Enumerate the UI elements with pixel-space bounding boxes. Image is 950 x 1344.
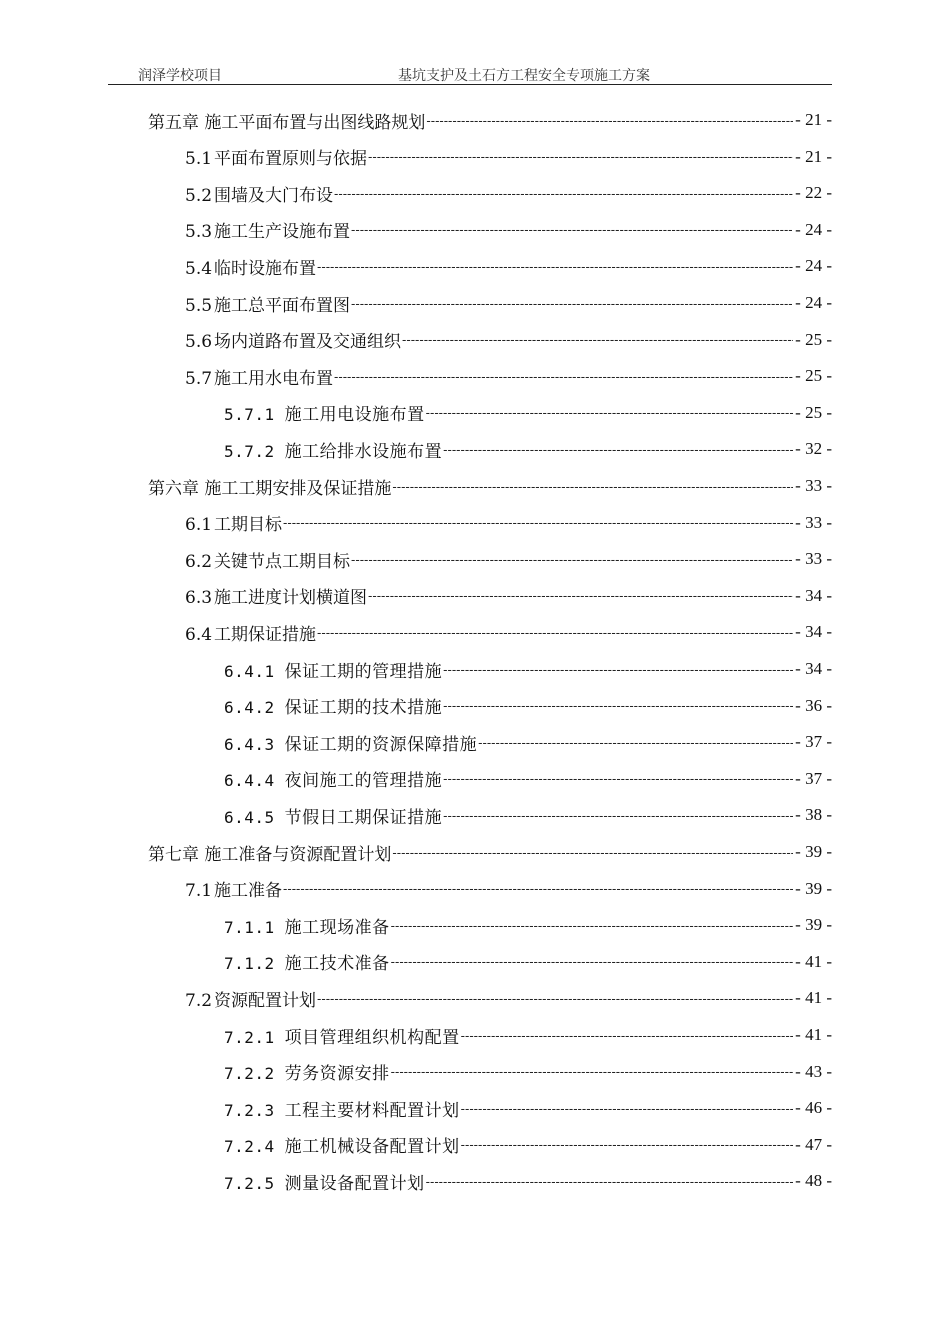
toc-page-number: - 39 - <box>795 878 832 898</box>
toc-dot-leader <box>351 296 793 311</box>
toc-entry-title <box>185 144 367 169</box>
toc-entry-text: 第七章 施工准备与资源配置计划 <box>148 844 392 865</box>
toc-entry[interactable] <box>224 395 832 431</box>
toc-entry-text: 保证工期的管理措施 <box>284 661 443 682</box>
toc-entry-title <box>224 1023 460 1048</box>
toc-dot-leader <box>478 735 793 750</box>
toc-entry[interactable] <box>224 944 832 980</box>
toc-entry[interactable] <box>185 248 832 284</box>
toc-dot-leader <box>334 369 793 384</box>
toc-dot-leader <box>461 1101 794 1116</box>
toc-page-number: - 39 - <box>795 842 832 861</box>
header-project-name: 润泽学校项目 <box>138 68 222 84</box>
toc-entry[interactable] <box>185 871 832 907</box>
toc-page-number: - 39 - <box>795 915 832 935</box>
toc-dot-leader <box>426 113 793 128</box>
toc-entry-title <box>185 327 401 352</box>
toc-page-number: - 22 - <box>795 183 832 203</box>
toc-entry-number: 7.2.1 <box>224 1027 275 1047</box>
toc-entry-title <box>185 583 367 608</box>
toc-entry-text: 施工生产设施布置 <box>214 222 351 243</box>
toc-page-number: - 25 - <box>795 402 832 422</box>
toc-dot-leader <box>426 405 794 420</box>
toc-dot-leader <box>443 771 793 786</box>
toc-entry-text: 施工总平面布置图 <box>214 295 351 316</box>
toc-page-number: - 32 - <box>795 439 832 459</box>
toc-entry-number: 7.2.5 <box>224 1173 275 1193</box>
toc-dot-leader <box>443 662 793 677</box>
toc-entry[interactable] <box>185 614 832 650</box>
toc-entry[interactable] <box>224 1163 832 1199</box>
toc-entry-title <box>148 474 391 499</box>
toc-entry[interactable] <box>224 1017 832 1053</box>
toc-entry-number: 7.2 <box>185 990 213 1011</box>
toc-dot-leader <box>368 149 793 164</box>
toc-entry-title <box>224 803 442 828</box>
toc-entry-number: 7.2.3 <box>224 1100 275 1120</box>
toc-dot-leader <box>402 332 793 347</box>
toc-entry-number: 5.4 <box>185 258 213 279</box>
toc-entry[interactable] <box>185 285 832 321</box>
toc-entry-text: 围墙及大门布设 <box>214 185 334 206</box>
toc-page-number: - 25 - <box>795 329 832 349</box>
toc-entry-number: 7.2.4 <box>224 1137 275 1157</box>
toc-dot-leader <box>443 808 793 823</box>
toc-dot-leader <box>283 515 793 530</box>
toc-entry-text: 保证工期的资源保障措施 <box>284 734 478 755</box>
toc-entry-title <box>185 510 282 535</box>
toc-entry-text: 节假日工期保证措施 <box>284 807 443 828</box>
toc-entry[interactable] <box>185 578 832 614</box>
toc-entry[interactable] <box>148 834 832 870</box>
toc-dot-leader <box>391 918 794 933</box>
toc-entry-text: 工期保证措施 <box>214 624 317 645</box>
toc-entry-text: 劳务资源安排 <box>284 1064 390 1085</box>
toc-entry-text: 关键节点工期目标 <box>214 551 351 572</box>
toc-entry-title <box>224 766 442 791</box>
toc-entry-text: 施工用电设施布置 <box>284 405 425 426</box>
toc-entry-text: 场内道路布置及交通组织 <box>214 332 402 353</box>
toc-entry[interactable] <box>224 907 832 943</box>
toc-entry-text: 施工现场准备 <box>284 917 390 938</box>
toc-entry-number: 6.2 <box>185 551 213 572</box>
toc-entry[interactable] <box>224 688 832 724</box>
toc-entry-number: 6.4.4 <box>224 771 275 791</box>
toc-entry-title <box>185 620 316 645</box>
toc-entry-text: 施工技术准备 <box>284 954 390 975</box>
toc-entry-title <box>185 181 333 206</box>
toc-entry-title <box>185 876 282 901</box>
toc-entry-text: 施工给排水设施布置 <box>284 441 443 462</box>
toc-entry-number: 6.4.3 <box>224 734 275 754</box>
toc-entry-title <box>185 547 350 572</box>
toc-entry[interactable] <box>185 980 832 1016</box>
toc-page-number: - 37 - <box>795 768 832 788</box>
toc-dot-leader <box>317 259 793 274</box>
toc-dot-leader <box>317 991 793 1006</box>
toc-entry-number: 6.4.1 <box>224 661 275 681</box>
toc-dot-leader <box>443 698 793 713</box>
toc-entry-title <box>224 730 477 755</box>
toc-dot-leader <box>317 625 793 640</box>
toc-entry-number: 5.7.1 <box>224 405 275 425</box>
toc-entry-number: 7.1 <box>185 881 213 902</box>
toc-entry-title <box>224 657 442 682</box>
toc-entry-title <box>148 840 391 865</box>
toc-entry-number: 5.5 <box>185 295 213 316</box>
toc-entry-title <box>224 1132 460 1157</box>
toc-entry[interactable] <box>224 1054 832 1090</box>
toc-entry-number: 5.2 <box>185 185 213 206</box>
page-header <box>108 64 832 85</box>
toc-entry[interactable] <box>185 505 832 541</box>
toc-entry-title <box>224 1059 390 1084</box>
toc-page-number: - 37 - <box>795 732 832 752</box>
toc-entry[interactable] <box>185 139 832 175</box>
toc-entry-title <box>224 1096 460 1121</box>
toc-entry-number: 6.4.2 <box>224 698 275 718</box>
toc-entry-number: 6.4.5 <box>224 807 275 827</box>
toc-page-number: - 41 - <box>795 951 832 971</box>
toc-entry[interactable] <box>224 724 832 760</box>
toc-dot-leader <box>392 479 793 494</box>
toc-entry-number: 5.1 <box>185 149 213 170</box>
toc-page-number: - 24 - <box>795 219 832 239</box>
toc-page-number: - 24 - <box>795 256 832 276</box>
toc-entry-text: 施工准备 <box>214 881 283 902</box>
toc-entry-number: 5.7.2 <box>224 441 275 461</box>
toc-page-number: - 21 - <box>795 146 832 166</box>
toc-entry-title <box>224 437 442 462</box>
toc-entry-text: 施工机械设备配置计划 <box>284 1137 460 1158</box>
toc-entry-text: 施工用水电布置 <box>214 368 334 389</box>
toc-entry-number: 7.1.2 <box>224 954 275 974</box>
toc-entry-number: 5.6 <box>185 332 213 353</box>
toc-entry[interactable] <box>224 1090 832 1126</box>
toc-entry-text: 项目管理组织机构配置 <box>284 1027 460 1048</box>
toc-page-number: - 21 - <box>795 110 832 129</box>
toc-dot-leader <box>368 588 793 603</box>
toc-entry[interactable] <box>224 797 832 833</box>
toc-page-number: - 43 - <box>795 1061 832 1081</box>
toc-dot-leader <box>392 845 793 860</box>
toc-dot-leader <box>426 1174 794 1189</box>
toc-entry[interactable] <box>224 761 832 797</box>
toc-dot-leader <box>461 1028 794 1043</box>
header-document-title: 基坑支护及土石方工程安全专项施工方案 <box>398 68 650 84</box>
toc-dot-leader <box>351 552 793 567</box>
toc-entry-number: 6.4 <box>185 624 213 645</box>
toc-entry-text: 保证工期的技术措施 <box>284 698 443 719</box>
toc-entry[interactable] <box>185 322 832 358</box>
toc-entry-text: 工程主要材料配置计划 <box>284 1100 460 1121</box>
toc-entry-text: 临时设施布置 <box>214 258 317 279</box>
toc-entry[interactable] <box>148 468 832 504</box>
toc-entry-title <box>148 108 425 133</box>
toc-page-number: - 33 - <box>795 512 832 532</box>
toc-entry-title <box>185 986 316 1011</box>
toc-entry[interactable] <box>185 212 832 248</box>
toc-entry-text: 平面布置原则与依据 <box>214 149 368 170</box>
toc-entry-title <box>224 949 390 974</box>
toc-page-number: - 25 - <box>795 366 832 386</box>
toc-entry-title <box>185 364 333 389</box>
toc-entry-title <box>185 291 350 316</box>
toc-entry[interactable] <box>224 651 832 687</box>
toc-entry-text: 工期目标 <box>214 515 283 536</box>
toc-entry-text: 施工进度计划横道图 <box>214 588 368 609</box>
toc-entry-number: 7.1.1 <box>224 917 275 937</box>
toc-dot-leader <box>283 881 793 896</box>
toc-page-number: - 38 - <box>795 805 832 825</box>
toc-entry[interactable] <box>148 102 832 138</box>
toc-entry-title <box>185 217 350 242</box>
toc-page-number: - 47 - <box>795 1134 832 1154</box>
toc-dot-leader <box>391 1064 794 1079</box>
toc-entry-number: 6.3 <box>185 588 213 609</box>
toc-page-number: - 33 - <box>795 476 832 495</box>
toc-entry-number: 5.7 <box>185 368 213 389</box>
toc-page-number: - 46 - <box>795 1098 832 1118</box>
toc-page-number: - 41 - <box>795 1025 832 1044</box>
toc-entry-title <box>185 254 316 279</box>
toc-entry-number: 7.2.2 <box>224 1064 275 1084</box>
toc-page-number: - 41 - <box>795 988 832 1008</box>
toc-entry-number: 6.1 <box>185 515 213 536</box>
toc-entry[interactable] <box>185 358 832 394</box>
toc-dot-leader <box>351 222 793 237</box>
toc-dot-leader <box>391 954 794 969</box>
toc-entry-number: 5.3 <box>185 222 213 243</box>
toc-entry-text: 夜间施工的管理措施 <box>284 771 443 792</box>
toc-entry-title <box>224 400 425 425</box>
toc-entry-text: 测量设备配置计划 <box>284 1173 425 1194</box>
toc-entry-title <box>224 1169 425 1194</box>
toc-dot-leader <box>334 186 793 201</box>
toc-dot-leader <box>443 442 793 457</box>
toc-entry-text: 第六章 施工工期安排及保证措施 <box>148 478 392 499</box>
toc-entry-title <box>224 693 442 718</box>
toc-entry-title <box>224 913 390 938</box>
toc-page-number: - 34 - <box>795 585 832 605</box>
toc-entry-text: 资源配置计划 <box>214 990 317 1011</box>
toc-entry-text: 第五章 施工平面布置与出图线路规划 <box>148 112 426 133</box>
toc-dot-leader <box>461 1137 794 1152</box>
toc-page-number: - 24 - <box>795 293 832 312</box>
toc-entry[interactable] <box>185 541 832 577</box>
toc-page-number: - 48 - <box>795 1171 832 1191</box>
toc-page-number: - 34 - <box>795 659 832 678</box>
toc-page-number: - 33 - <box>795 549 832 569</box>
toc-entry[interactable] <box>224 431 832 467</box>
toc-page-number: - 34 - <box>795 622 832 642</box>
toc-page-number: - 36 - <box>795 695 832 715</box>
toc-entry[interactable] <box>224 1127 832 1163</box>
toc-entry[interactable] <box>185 175 832 211</box>
